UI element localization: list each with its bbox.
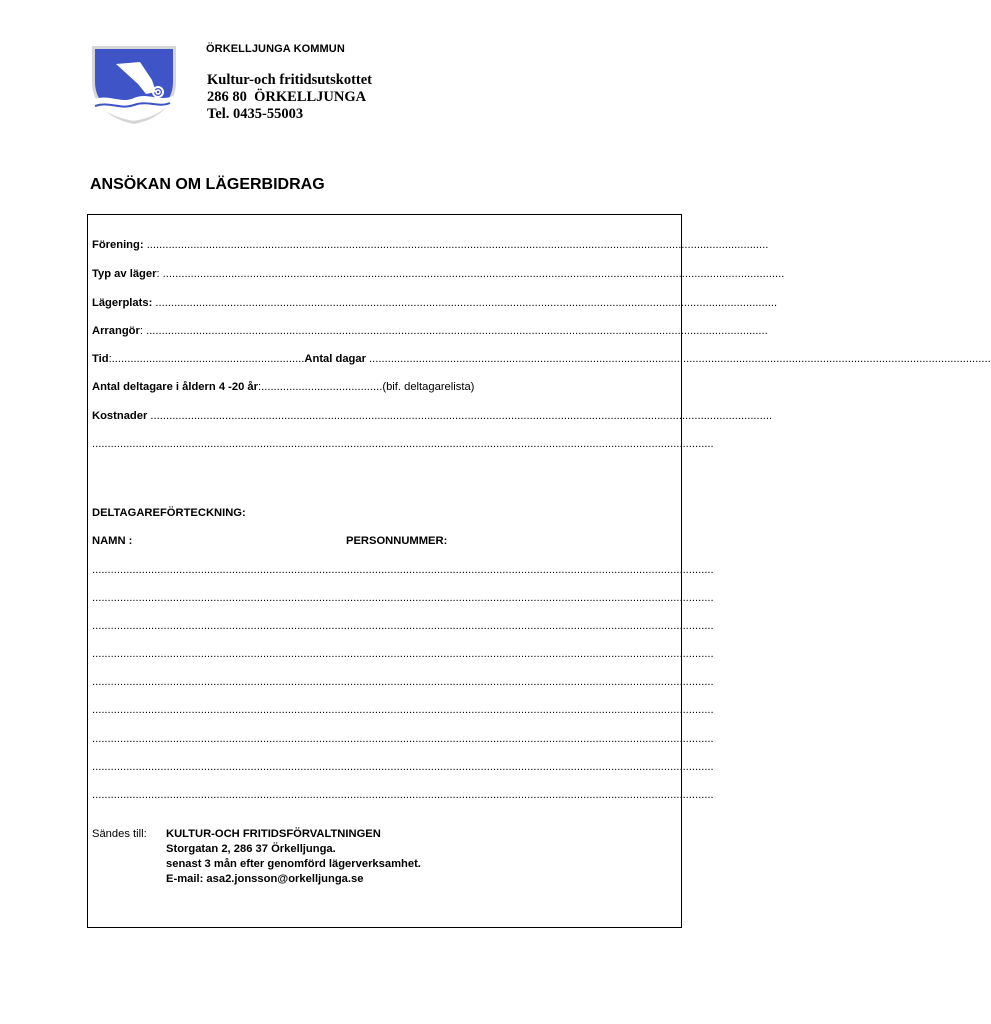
participant-line[interactable]	[92, 760, 714, 774]
dotted-line: ........................................................................................................................................................................................................	[92, 648, 714, 660]
participant-line[interactable]	[92, 591, 714, 605]
tid-dots: :..............................................................	[108, 353, 305, 365]
kostnader-extra-line[interactable]	[92, 437, 714, 451]
typ-colon: :	[156, 268, 160, 280]
dotted-line: ........................................................................................................................................................................................................	[92, 704, 714, 716]
typ-label: Typ av läger	[92, 268, 157, 280]
send-to-line: senast 3 mån efter genomförd lägerverksamhet.	[166, 858, 421, 870]
send-to-line: Storgatan 2, 286 37 Örkelljunga.	[166, 843, 336, 855]
kostnader-label: Kostnader	[92, 410, 148, 422]
dotted-line: ........................................................................................................................................................................................................	[92, 733, 714, 745]
form-title: ANSÖKAN OM LÄGERBIDRAG	[90, 176, 325, 193]
dotted-line: ........................................................................................................................................................................................................	[143, 239, 769, 251]
deltagare-dots: :.......................................	[258, 381, 383, 393]
dotted-line: ........................................................................................................................................................................................................	[92, 592, 714, 604]
dotted-line: ........................................................................................................................................................................................................	[152, 297, 778, 309]
municipality-crest-logo	[90, 44, 178, 126]
participant-list-heading: DELTAGAREFÖRTECKNING:	[92, 507, 246, 519]
send-to-email: E-mail: asa2.jonsson@orkelljunga.se	[166, 873, 364, 885]
typ-av-lager-field[interactable]	[92, 267, 785, 281]
participant-line[interactable]	[92, 703, 714, 717]
arrangor-colon: :	[139, 325, 143, 337]
tid-field[interactable]	[92, 352, 991, 366]
dotted-line: ........................................................................................................................................................................................................	[92, 761, 714, 773]
dotted-line: ........................................................................................................................................................................................................	[92, 438, 714, 450]
dotted-line: ........................................................................................................................................................................................................	[142, 325, 768, 337]
dotted-line: ........................................................................................................................................................................................................	[92, 676, 714, 688]
dotted-line: ........................................................................................................................................................................................................	[92, 620, 714, 632]
municipality-name: ÖRKELLJUNGA KOMMUN	[206, 43, 345, 55]
name-column-header: NAMN :	[92, 535, 133, 547]
participant-line[interactable]	[92, 732, 714, 746]
participant-line[interactable]	[92, 647, 714, 661]
lagerplats-label: Lägerplats:	[92, 297, 153, 309]
send-to-line: KULTUR-OCH FRITIDSFÖRVALTNINGEN	[166, 828, 381, 840]
address-line: 286 80 ÖRKELLJUNGA	[207, 89, 367, 105]
participant-line[interactable]	[92, 563, 714, 577]
arrangor-label: Arrangör	[92, 325, 140, 337]
participant-line[interactable]	[92, 675, 714, 689]
send-to-address	[166, 827, 421, 887]
personnummer-column-header: PERSONNUMMER:	[346, 535, 448, 547]
tid-label: Tid	[92, 353, 109, 365]
dotted-line: ........................................................................................................................................................................................................	[92, 564, 714, 576]
send-to-label: Sändes till:	[92, 828, 147, 840]
dotted-line: ........................................................................................................................................................................................................	[159, 268, 785, 280]
dotted-line: ........................................................................................................................................................................................................	[365, 353, 991, 365]
address-block	[207, 72, 372, 123]
antal-deltagare-field[interactable]	[92, 380, 474, 394]
forening-field[interactable]	[92, 238, 769, 252]
dotted-line: ........................................................................................................................................................................................................	[92, 789, 714, 801]
lagerplats-field[interactable]	[92, 296, 778, 310]
kostnader-field[interactable]	[92, 409, 773, 423]
antal-deltagare-label: Antal deltagare i åldern 4 -20 år	[92, 381, 259, 393]
deltagare-note: (bif. deltagarelista)	[382, 381, 475, 393]
forening-label: Förening:	[92, 239, 144, 251]
antal-dagar-label: Antal dagar	[304, 353, 366, 365]
address-line: Kultur-och fritidsutskottet	[207, 72, 372, 88]
arrangor-field[interactable]	[92, 324, 768, 338]
participant-line[interactable]	[92, 619, 714, 633]
dotted-line: ........................................................................................................................................................................................................	[147, 410, 773, 422]
address-line: Tel. 0435-55003	[207, 106, 304, 122]
participant-line[interactable]	[92, 788, 714, 802]
